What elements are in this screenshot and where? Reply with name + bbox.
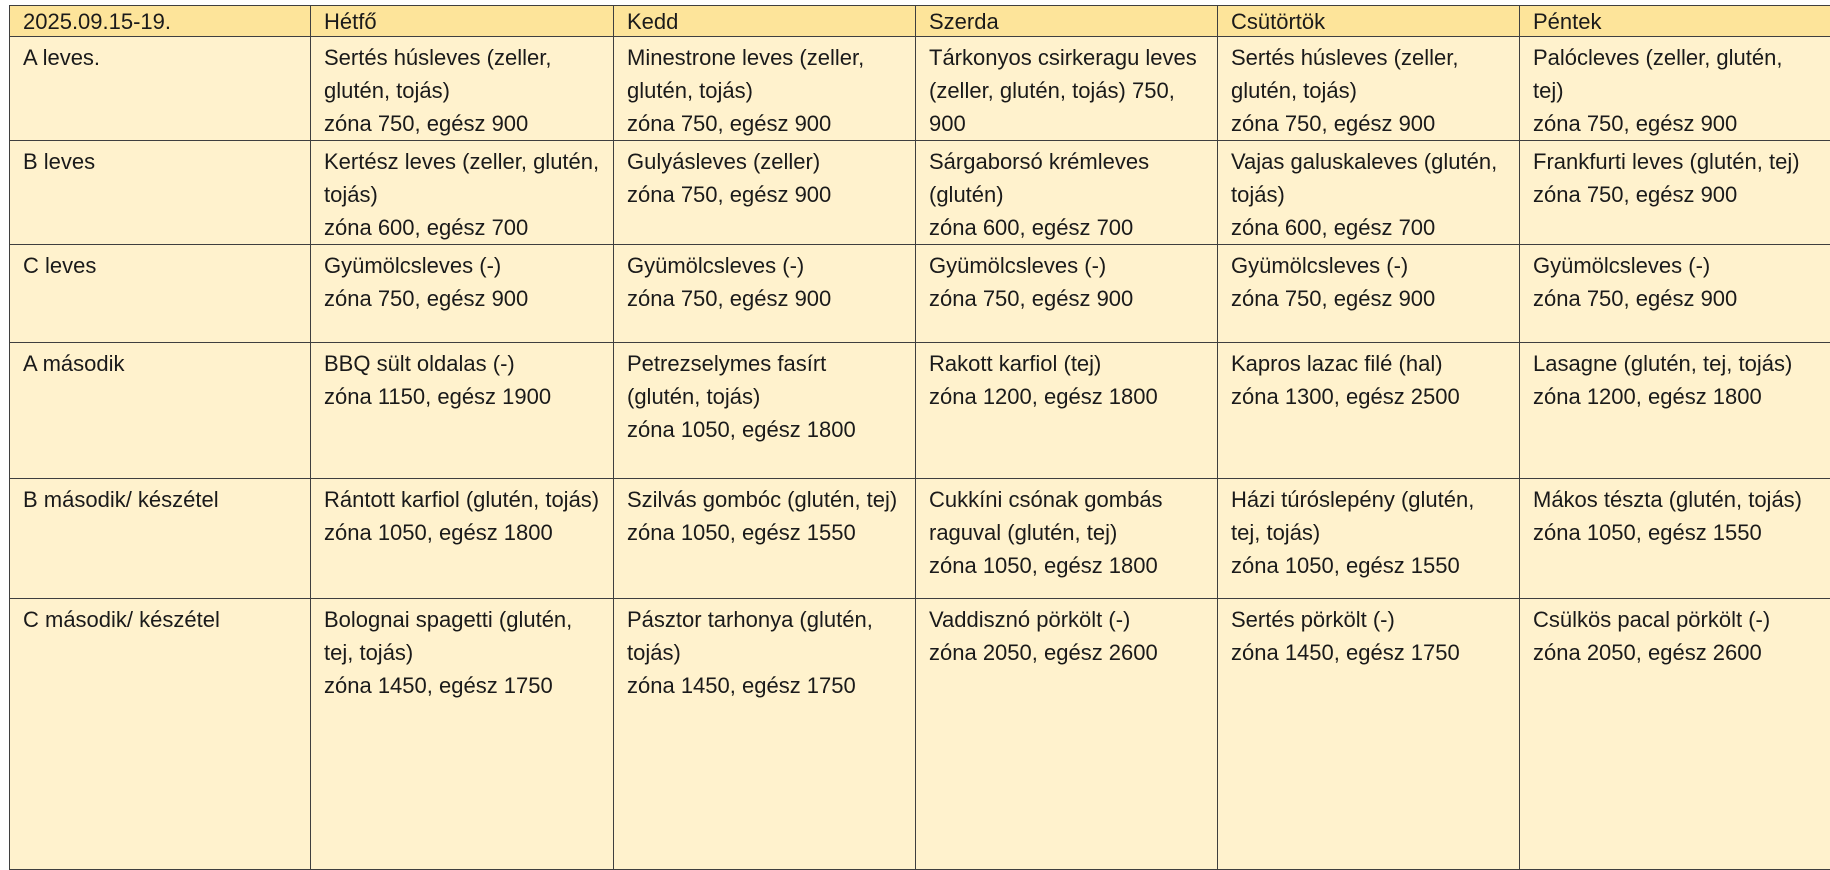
row-label [10, 479, 311, 599]
day-header-text: Kedd [627, 9, 678, 34]
row-label-text: B második/ készétel [23, 487, 219, 512]
dish-name: Csülkös pacal pörkölt (-) [1533, 603, 1819, 636]
menu-cell [614, 141, 916, 245]
row-label-text: C második/ készétel [23, 607, 220, 632]
dish-name: Házi túróslepény (glutén, tej, tojás) [1231, 483, 1506, 549]
dish-name: Rakott karfiol (tej) [929, 347, 1204, 380]
row-b-leves [10, 141, 1830, 245]
day-header-wednesday [916, 6, 1218, 37]
dish-price: zóna 600, egész 700 [929, 211, 1204, 244]
dish-name: Bolognai spagetti (glutén, tej, tojás) [324, 603, 600, 669]
dish-name: Gyümölcsleves (-) [1231, 249, 1506, 282]
dish-price: zóna 750, egész 900 [627, 107, 902, 140]
menu-cell [1218, 479, 1520, 599]
menu-cell [1218, 141, 1520, 245]
day-header-tuesday [614, 6, 916, 37]
menu-cell [916, 599, 1218, 870]
dish-name: Kapros lazac filé (hal) [1231, 347, 1506, 380]
menu-cell [311, 599, 614, 870]
dish-price: zóna 600, egész 700 [324, 211, 600, 244]
day-header-text: Hétfő [324, 9, 377, 34]
menu-cell [311, 141, 614, 245]
dish-name: Pásztor tarhonya (glutén, tojás) [627, 603, 902, 669]
dish-price: zóna 1050, egész 1800 [627, 413, 902, 446]
menu-cell [916, 245, 1218, 343]
dish-price: zóna 1150, egész 1900 [324, 380, 600, 413]
menu-cell [916, 479, 1218, 599]
menu-cell [614, 343, 916, 479]
menu-cell [614, 245, 916, 343]
row-c-leves [10, 245, 1830, 343]
menu-cell [1520, 599, 1830, 870]
menu-cell [1218, 599, 1520, 870]
week-label-text: 2025.09.15-19. [23, 9, 171, 34]
dish-name: Sárgaborsó krémleves (glutén) [929, 145, 1204, 211]
dish-name: BBQ sült oldalas (-) [324, 347, 600, 380]
dish-name: Gyümölcsleves (-) [324, 249, 600, 282]
dish-price: zóna 1450, egész 1750 [1231, 636, 1506, 669]
row-a-masodik [10, 343, 1830, 479]
dish-name: Petrezselymes fasírt (glutén, tojás) [627, 347, 902, 413]
dish-name: Kertész leves (zeller, glutén, tojás) [324, 145, 600, 211]
menu-cell [1520, 245, 1830, 343]
row-label [10, 141, 311, 245]
dish-price: zóna 1450, egész 1750 [627, 669, 902, 702]
day-header-monday [311, 6, 614, 37]
day-header-text: Csütörtök [1231, 9, 1325, 34]
dish-price: zóna 1050, egész 1800 [929, 549, 1204, 582]
menu-cell [1520, 141, 1830, 245]
row-label [10, 37, 311, 141]
dish-price: zóna 1050, egész 1800 [324, 516, 600, 549]
dish-name: Szilvás gombóc (glutén, tej) [627, 483, 902, 516]
dish-price: zóna 750, egész 900 [627, 178, 902, 211]
menu-cell [614, 599, 916, 870]
dish-price: zóna 1200, egész 1800 [1533, 380, 1819, 413]
dish-name: Minestrone leves (zeller, glutén, tojás) [627, 41, 902, 107]
row-label [10, 599, 311, 870]
dish-name: Lasagne (glutén, tej, tojás) [1533, 347, 1819, 380]
dish-name: Cukkíni csónak gombás raguval (glutén, tej) [929, 483, 1204, 549]
dish-name: Tárkonyos csirkeragu leves (zeller, glutén, tojás) 750, 900 [929, 41, 1204, 140]
dish-name: Sertés húsleves (zeller, glutén, tojás) [1231, 41, 1506, 107]
day-header-text: Péntek [1533, 9, 1602, 34]
row-label-text: C leves [23, 253, 96, 278]
dish-price: zóna 750, egész 900 [1231, 282, 1506, 315]
menu-cell [311, 479, 614, 599]
dish-name: Rántott karfiol (glutén, tojás) [324, 483, 600, 516]
dish-price: zóna 1050, egész 1550 [627, 516, 902, 549]
dish-name: Palócleves (zeller, glutén, tej) [1533, 41, 1819, 107]
week-label [10, 6, 311, 37]
day-header-friday [1520, 6, 1830, 37]
menu-cell [1218, 37, 1520, 141]
day-header-text: Szerda [929, 9, 999, 34]
menu-cell [311, 37, 614, 141]
row-b-masodik [10, 479, 1830, 599]
dish-price: zóna 750, egész 900 [929, 282, 1204, 315]
row-c-masodik [10, 599, 1830, 870]
menu-cell [916, 141, 1218, 245]
dish-price: zóna 1300, egész 2500 [1231, 380, 1506, 413]
dish-price: zóna 750, egész 900 [1533, 282, 1819, 315]
header-row [10, 6, 1830, 37]
row-label [10, 343, 311, 479]
dish-price: zóna 750, egész 900 [627, 282, 902, 315]
dish-price: zóna 600, egész 700 [1231, 211, 1506, 244]
dish-name: Vajas galuskaleves (glutén, tojás) [1231, 145, 1506, 211]
dish-price: zóna 750, egész 900 [1533, 178, 1819, 211]
dish-name: Gulyásleves (zeller) [627, 145, 902, 178]
day-header-thursday [1218, 6, 1520, 37]
dish-name: Sertés pörkölt (-) [1231, 603, 1506, 636]
row-label [10, 245, 311, 343]
row-label-text: A második [23, 351, 125, 376]
row-label-text: A leves. [23, 45, 100, 70]
menu-cell [614, 479, 916, 599]
menu-cell [916, 343, 1218, 479]
dish-name: Gyümölcsleves (-) [929, 249, 1204, 282]
menu-cell [1520, 479, 1830, 599]
menu-cell [614, 37, 916, 141]
dish-name: Mákos tészta (glutén, tojás) [1533, 483, 1819, 516]
dish-name: Vaddisznó pörkölt (-) [929, 603, 1204, 636]
menu-cell [1520, 343, 1830, 479]
dish-price: zóna 750, egész 900 [1231, 107, 1506, 140]
menu-cell [1520, 37, 1830, 141]
menu-cell [916, 37, 1218, 141]
dish-name: Gyümölcsleves (-) [627, 249, 902, 282]
menu-cell [1218, 245, 1520, 343]
dish-price: zóna 750, egész 900 [324, 282, 600, 315]
menu-cell [311, 343, 614, 479]
dish-price: zóna 1050, egész 1550 [1231, 549, 1506, 582]
dish-price: zóna 1450, egész 1750 [324, 669, 600, 702]
dish-name: Sertés húsleves (zeller, glutén, tojás) [324, 41, 600, 107]
dish-name: Gyümölcsleves (-) [1533, 249, 1819, 282]
dish-price: zóna 1050, egész 1550 [1533, 516, 1819, 549]
row-a-leves [10, 37, 1830, 141]
menu-cell [1218, 343, 1520, 479]
dish-price: zóna 2050, egész 2600 [1533, 636, 1819, 669]
dish-name: Frankfurti leves (glutén, tej) [1533, 145, 1819, 178]
dish-price: zóna 2050, egész 2600 [929, 636, 1204, 669]
weekly-menu-table [9, 5, 1830, 870]
dish-price: zóna 1200, egész 1800 [929, 380, 1204, 413]
dish-price: zóna 750, egész 900 [1533, 107, 1819, 140]
row-label-text: B leves [23, 149, 95, 174]
dish-price: zóna 750, egész 900 [324, 107, 600, 140]
menu-cell [311, 245, 614, 343]
